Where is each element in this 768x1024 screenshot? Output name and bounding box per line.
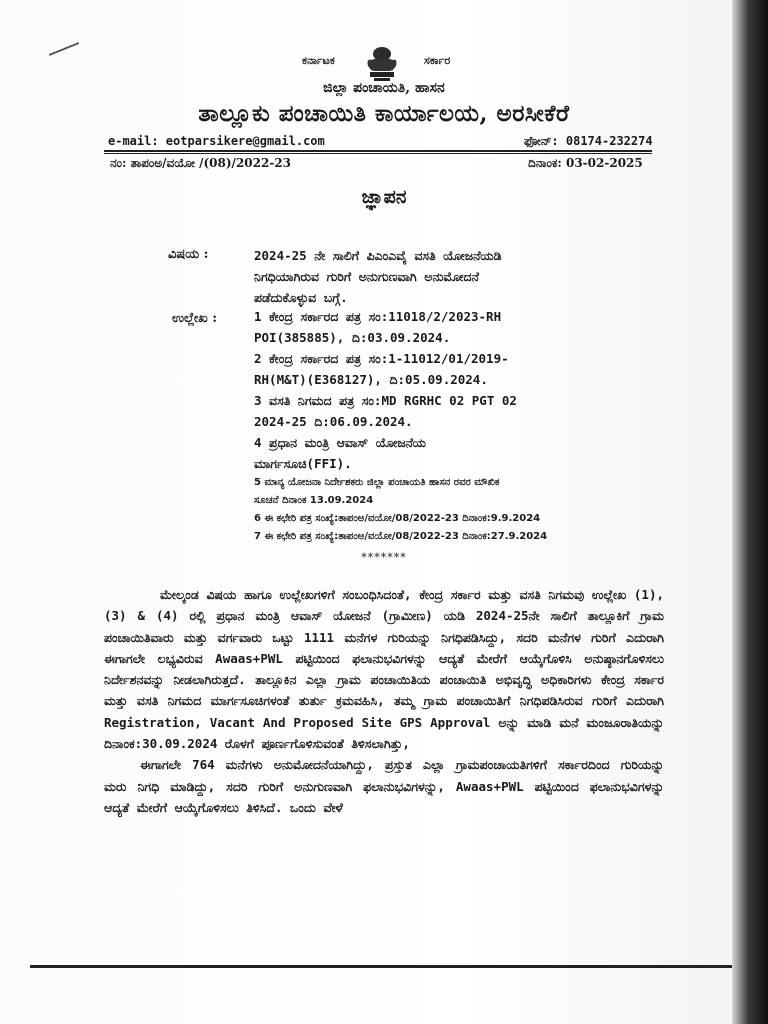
reference-number: ನಂ: ತಾಪಂಅ/ವಯೋ /(08)/2022-23 bbox=[110, 156, 292, 170]
reference-line: 5 ಮಾನ್ಯ ಯೋಜನಾ ನಿರ್ದೇಶಕರು ಜಿಲ್ಲಾ ಪಂಚಾಯತಿ ಹಾಸನ ರವರ ಮೌಖಿಕ bbox=[254, 477, 500, 488]
government-header bbox=[0, 44, 768, 80]
reference-line: 2 ಕೇಂದ್ರ ಸರ್ಕಾರದ ಪತ್ರ ಸಂ:1-11012/01/2019- bbox=[254, 351, 509, 366]
email-text: e-mail: eotparsikere@gmail.com bbox=[108, 134, 325, 148]
subject-label: ವಿಷಯ : bbox=[168, 247, 209, 262]
reference-line: 6 ಈ ಕಛೇರಿ ಪತ್ರ ಸಂಖ್ಯೆ:ತಾಪಂಅ/ವಯೋ/08/2022-23 ದಿನಾಂಕ:9.9.2024 bbox=[254, 513, 541, 524]
state-emblem-icon bbox=[362, 44, 402, 84]
document-date: ದಿನಾಂಕ: 03-02-2025 bbox=[528, 156, 643, 170]
body-paragraph: ಮೇಲ್ಕಂಡ ವಿಷಯ ಹಾಗೂ ಉಲ್ಲೇಖಗಳಿಗೆ ಸಂಬಂಧಿಸಿದಂತೆ, ಕೇಂದ್ರ ಸರ್ಕಾರ ಮತ್ತು ವಸತಿ ನಿಗಮವು ಉಲ್ಲೇಖ (1), (3) & (4) ರಲ್ಲಿ ಪ್ರಧಾನ ಮಂತ್ರಿ ಆವಾಸ್ ಯೋಜನೆ (ಗ್ರಾಮೀಣ) ಯಡಿ 2024-25ನೇ ಸಾಲಿಗೆ ತಾಲ್ಲೂಕಿಗೆ ಗ್ರಾಮ ಪಂಚಾಯಿತಿವಾರು ಮತ್ತು ವರ್ಗವಾರು ಒಟ್ಟು 1111 ಮನೆಗಳ ಗುರಿಯನ್ನು ನಿಗಧಿಪಡಿಸಿದ್ದು, ಸದರಿ ಮನೆಗಳ ಗುರಿಗೆ ಎದುರಾಗಿ ಈಗಾಗಲೇ ಲಭ್ಯವಿರುವ Awaas+PWL ಪಟ್ಟಿಯಿಂದ ಫಲಾನುಭವಿಗಳನ್ನು ಆದ್ಯತೆ ಮೇರೆಗೆ ಆಯ್ಕೆಗೊಳಿಸಿ ಅನುಷ್ಠಾನಗೊಳಿಸಲು ನಿರ್ದೇಶನವನ್ನು ನೀಡಲಾಗಿರುತ್ತದೆ. ತಾಲ್ಲೂಕಿನ ಎಲ್ಲಾ ಗ್ರಾಮ ಪಂಚಾಯಿತಿಯ ಪಂಚಾಯಿತಿ ಅಭಿವೃದ್ಧಿ ಅಧಿಕಾರಿಗಳು ಕೇಂದ್ರ ಸರ್ಕಾರ ಮತ್ತು ವಸತಿ ನಿಗಮದ ಮಾರ್ಗಸೂಚಿಗಳಂತೆ ತುರ್ತು ಕ್ರಮವಹಿಸಿ, ತಮ್ಮ ಗ್ರಾಮ ಪಂಚಾಯಿತಿಗೆ ನಿಗಧಿಪಡಿಸಿರುವ ಗುರಿಗೆ ಎದುರಾಗಿ Registration, Vacant And Proposed Site GPS Approval ಅನ್ನು ಮಾಡಿ ಮನೆ ಮಂಜೂರಾತಿಯನ್ನು ದಿನಾಂಕ:30.09.2024 ರೊಳಗೆ ಪೂರ್ಣಗೊಳಿಸುವಂತೆ ತಿಳಿಸಲಾಗಿತ್ತು, bbox=[104, 587, 664, 752]
reference-line: 3 ವಸತಿ ನಿಗಮದ ಪತ್ರ ಸಂ:MD RGRHC 02 PGT 02 bbox=[254, 393, 517, 408]
gov-right-label: ಸರ್ಕಾರ bbox=[424, 54, 451, 67]
reference-line: ಮಾರ್ಗಸೂಚಿ(FFI). bbox=[254, 456, 352, 471]
reference-line: 7 ಈ ಕಛೇರಿ ಪತ್ರ ಸಂಖ್ಯೆ:ತಾಪಂಅ/ವಯೋ/08/2022-23 ದಿನಾಂಕ:27.9.2024 bbox=[254, 531, 548, 542]
references-label: ಉಲ್ಲೇಖ : bbox=[172, 311, 218, 326]
separator: ******* bbox=[361, 551, 407, 564]
header-rule bbox=[104, 150, 652, 152]
office-name: ತಾಲ್ಲೂಕು ಪಂಚಾಯಿತಿ ಕಾರ್ಯಾಲಯ, ಅರಸೀಕೆರೆ bbox=[198, 100, 570, 127]
subject-line: ನಿಗಧಿಯಾಗಿರುವ ಗುರಿಗೆ ಅನುಗುಣವಾಗಿ ಅನುಮೋದನೆ bbox=[254, 269, 480, 284]
scan-border bbox=[732, 0, 768, 1024]
body-text bbox=[104, 584, 664, 818]
body-paragraph: ಈಗಾಗಲೇ 764 ಮನೆಗಳು ಅನುಮೋದನೆಯಾಗಿದ್ದು, ಪ್ರಸ್ತುತ ಎಲ್ಲಾ ಗ್ರಾಮಪಂಚಾಯತಿಗಳಿಗೆ ಸರ್ಕಾರದಿಂದ ಗುರಿಯನ್ನು ಮರು ನಿಗಧಿ ಮಾಡಿದ್ದು, ಸದರಿ ಗುರಿಗೆ ಅನುಗುಣವಾಗಿ ಫಲಾನುಭವಿಗಳನ್ನು, Awaas+PWL ಪಟ್ಟಿಯಿಂದ ಫಲಾನುಭವಿಗಳನ್ನು ಆದ್ಯತೆ ಮೇರೆಗೆ ಆಯ್ಕೆಗೊಳಿಸಲು ತಿಳಿಸಿದೆ. ಒಂದು ವೇಳೆ bbox=[104, 757, 664, 815]
reference-line: 4 ಪ್ರಧಾನ ಮಂತ್ರಿ ಆವಾಸ್ ಯೋಜನೆಯ bbox=[254, 435, 427, 450]
reference-line: RH(M&T)(E368127), ದಿ:05.09.2024. bbox=[254, 372, 488, 387]
reference-line: 2024-25 ದಿ:06.09.2024. bbox=[254, 414, 413, 429]
reference-line: 1 ಕೇಂದ್ರ ಸರ್ಕಾರದ ಪತ್ರ ಸಂ:11018/2/2023-RH bbox=[254, 309, 502, 324]
gov-left-label: ಕರ್ನಾಟಕ bbox=[302, 54, 335, 67]
header-rule-thin bbox=[104, 153, 652, 154]
district-name: ಜಿಲ್ಲಾ ಪಂಚಾಯತಿ, ಹಾಸನ bbox=[323, 80, 445, 96]
references-list bbox=[254, 306, 654, 546]
subject-text bbox=[254, 245, 654, 308]
subject-line: ಪಡೆದುಕೊಳ್ಳುವ ಬಗ್ಗೆ. bbox=[254, 290, 348, 305]
phone-text: ಫೋನ್: 08174-232274 bbox=[524, 134, 653, 148]
page-bottom-edge bbox=[30, 965, 736, 968]
reference-line: POI(385885), ದಿ:03.09.2024. bbox=[254, 330, 451, 345]
document-title: ಜ್ಞಾಪನ bbox=[361, 186, 407, 208]
reference-line: ಸೂಚನೆ ದಿನಾಂಕ 13.09.2024 bbox=[254, 495, 374, 506]
subject-line: 2024-25 ನೇ ಸಾಲಿಗೆ ಪಿಎಂಎವೈ ವಸತಿ ಯೋಜನೆಯಡಿ bbox=[254, 248, 502, 263]
